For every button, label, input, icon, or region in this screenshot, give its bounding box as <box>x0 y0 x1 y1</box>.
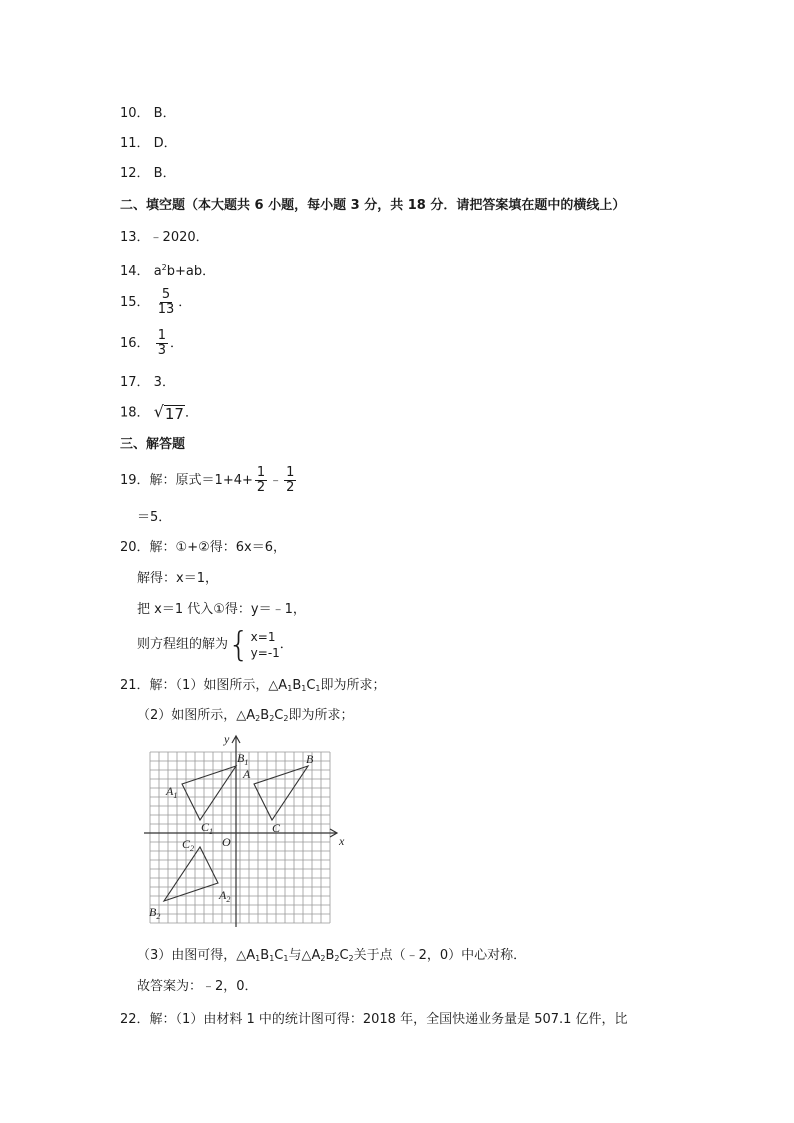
q16-fraction <box>156 329 168 358</box>
triangle-a1b1c1 <box>182 766 236 820</box>
q20-line4-prefix: 则方程组的解为 <box>137 637 229 652</box>
sub: 2 <box>320 954 326 963</box>
answer-11: 11． D． <box>120 136 177 151</box>
label-b1: $B_1$ <box>237 751 249 767</box>
q21-l3-c1: C <box>274 948 284 963</box>
label-a1: $A_1$ <box>166 784 178 800</box>
q14-a: a <box>153 264 162 279</box>
q15-prefix: 15． <box>120 295 150 310</box>
q19-minus: ﹣ <box>269 473 283 488</box>
q21-l1-d: 即为所求； <box>320 678 386 693</box>
answer-15 <box>120 288 191 318</box>
answer-20-line3: 把 x＝1 代入①得：y＝﹣1， <box>137 602 306 617</box>
x-axis-label: x <box>339 834 345 848</box>
grid <box>150 752 330 923</box>
q21-l3-a: （3）由图可得，△A <box>137 948 256 963</box>
answer-21-line4: 故答案为：﹣2，0． <box>137 979 258 994</box>
q21-l3-end: 关于点（﹣2，0）中心对称． <box>353 948 527 963</box>
triangle-a2b2c2 <box>164 847 218 901</box>
q16-denominator: 3 <box>157 343 166 358</box>
q21-l1-c: C <box>306 678 316 693</box>
label-a2: $A_2$ <box>219 888 231 904</box>
q14-prefix: 14． <box>120 264 154 279</box>
q15-denominator: 13 <box>157 302 175 317</box>
triangle-abc <box>254 766 308 820</box>
sys-eq-2: y=-1 <box>250 645 280 660</box>
answer-21-line1 <box>120 676 386 699</box>
q21-l3-mid: 与△A <box>288 948 321 963</box>
q21-l2-d: 即为所求； <box>288 708 354 723</box>
q21-l2-c: C <box>274 708 284 723</box>
answer-14 <box>120 258 215 282</box>
sub: 1 <box>315 684 321 693</box>
answer-12: 12． B． <box>120 166 176 181</box>
q21-l2-b: B <box>260 708 270 723</box>
section-3-title: 三、解答题 <box>120 437 186 452</box>
q15-numerator: 5 <box>161 287 171 302</box>
answer-21-line3 <box>137 946 526 969</box>
coordinate-grid-figure <box>140 733 345 928</box>
q21-l2-a: （2）如图所示，△A <box>137 708 256 723</box>
sub: 1 <box>255 954 261 963</box>
answer-20-line4 <box>137 625 293 665</box>
answer-19-line2: ＝5． <box>137 510 172 525</box>
q19-f1-den: 2 <box>256 480 266 495</box>
q21-l1-b: B <box>292 678 302 693</box>
sqrt-symbol: √ 17 <box>153 402 184 423</box>
q18-dot: ． <box>184 405 198 421</box>
sub: 2 <box>334 954 340 963</box>
answer-21-line2 <box>137 706 353 729</box>
sub: 2 <box>269 714 275 723</box>
sub: 1 <box>287 684 293 693</box>
sub: 2 <box>255 714 261 723</box>
q18-radicand: 17 <box>164 405 184 423</box>
q14-exponent: 2 <box>161 263 167 272</box>
q21-l1-a: 21．解：（1）如图所示，△A <box>120 678 288 693</box>
q19-fraction-1 <box>255 466 267 495</box>
q20-dot: ． <box>279 637 293 652</box>
label-b2: $B_2$ <box>149 905 161 921</box>
q16-numerator: 1 <box>157 328 166 343</box>
q15-fraction <box>156 288 177 317</box>
sub: 1 <box>269 954 275 963</box>
q19-prefix: 19．解：原式＝1+4+ <box>120 473 253 488</box>
section-2-title: 二、填空题（本大题共 6 小题，每小题 3 分，共 18 分．请把答案填在题中的横线上） <box>120 198 626 213</box>
answer-10: 10． B． <box>120 106 176 121</box>
label-b: B <box>306 752 314 766</box>
q19-f2-num: 1 <box>286 465 295 480</box>
answer-13: 13．﹣2020． <box>120 230 209 245</box>
sub: 2 <box>348 954 354 963</box>
q19-f1-num: 1 <box>256 465 266 480</box>
q16-prefix: 16． <box>120 336 150 351</box>
answer-19-line1 <box>120 466 298 496</box>
answer-16 <box>120 329 183 359</box>
q21-l3-b1: B <box>260 948 270 963</box>
sub: 2 <box>283 714 289 723</box>
q14-rest: b+ab． <box>166 264 216 279</box>
sys-eq-1: x=1 <box>250 629 276 644</box>
sub: 1 <box>301 684 307 693</box>
label-c1: $C_1$ <box>201 820 214 836</box>
label-c2: $C_2$ <box>182 837 195 853</box>
label-a: A <box>243 767 251 781</box>
q15-dot: ． <box>178 295 192 310</box>
q19-f2-den: 2 <box>286 480 295 495</box>
sub: 1 <box>283 954 289 963</box>
answer-20-line2: 解得：x＝1， <box>137 571 218 586</box>
y-axis-label: y <box>224 733 230 746</box>
label-c: C <box>272 821 281 835</box>
equation-system: { x=1 y=-1 <box>228 624 280 665</box>
answer-22-line1: 22．解：（1）由材料 1 中的统计图可得：2018 年，全国快递业务量是 507.1 亿件，比 <box>120 1012 628 1027</box>
q21-l3-c2: C <box>339 948 349 963</box>
q19-fraction-2 <box>284 466 296 495</box>
answer-20-line1: 20．解：①+②得：6x＝6， <box>120 540 286 555</box>
answer-18 <box>120 403 198 424</box>
q16-dot: ． <box>169 336 183 351</box>
origin-label: O <box>222 835 231 849</box>
q18-prefix: 18． <box>120 405 150 421</box>
answer-17: 17． 3． <box>120 375 175 390</box>
q21-l3-b2: B <box>325 948 335 963</box>
